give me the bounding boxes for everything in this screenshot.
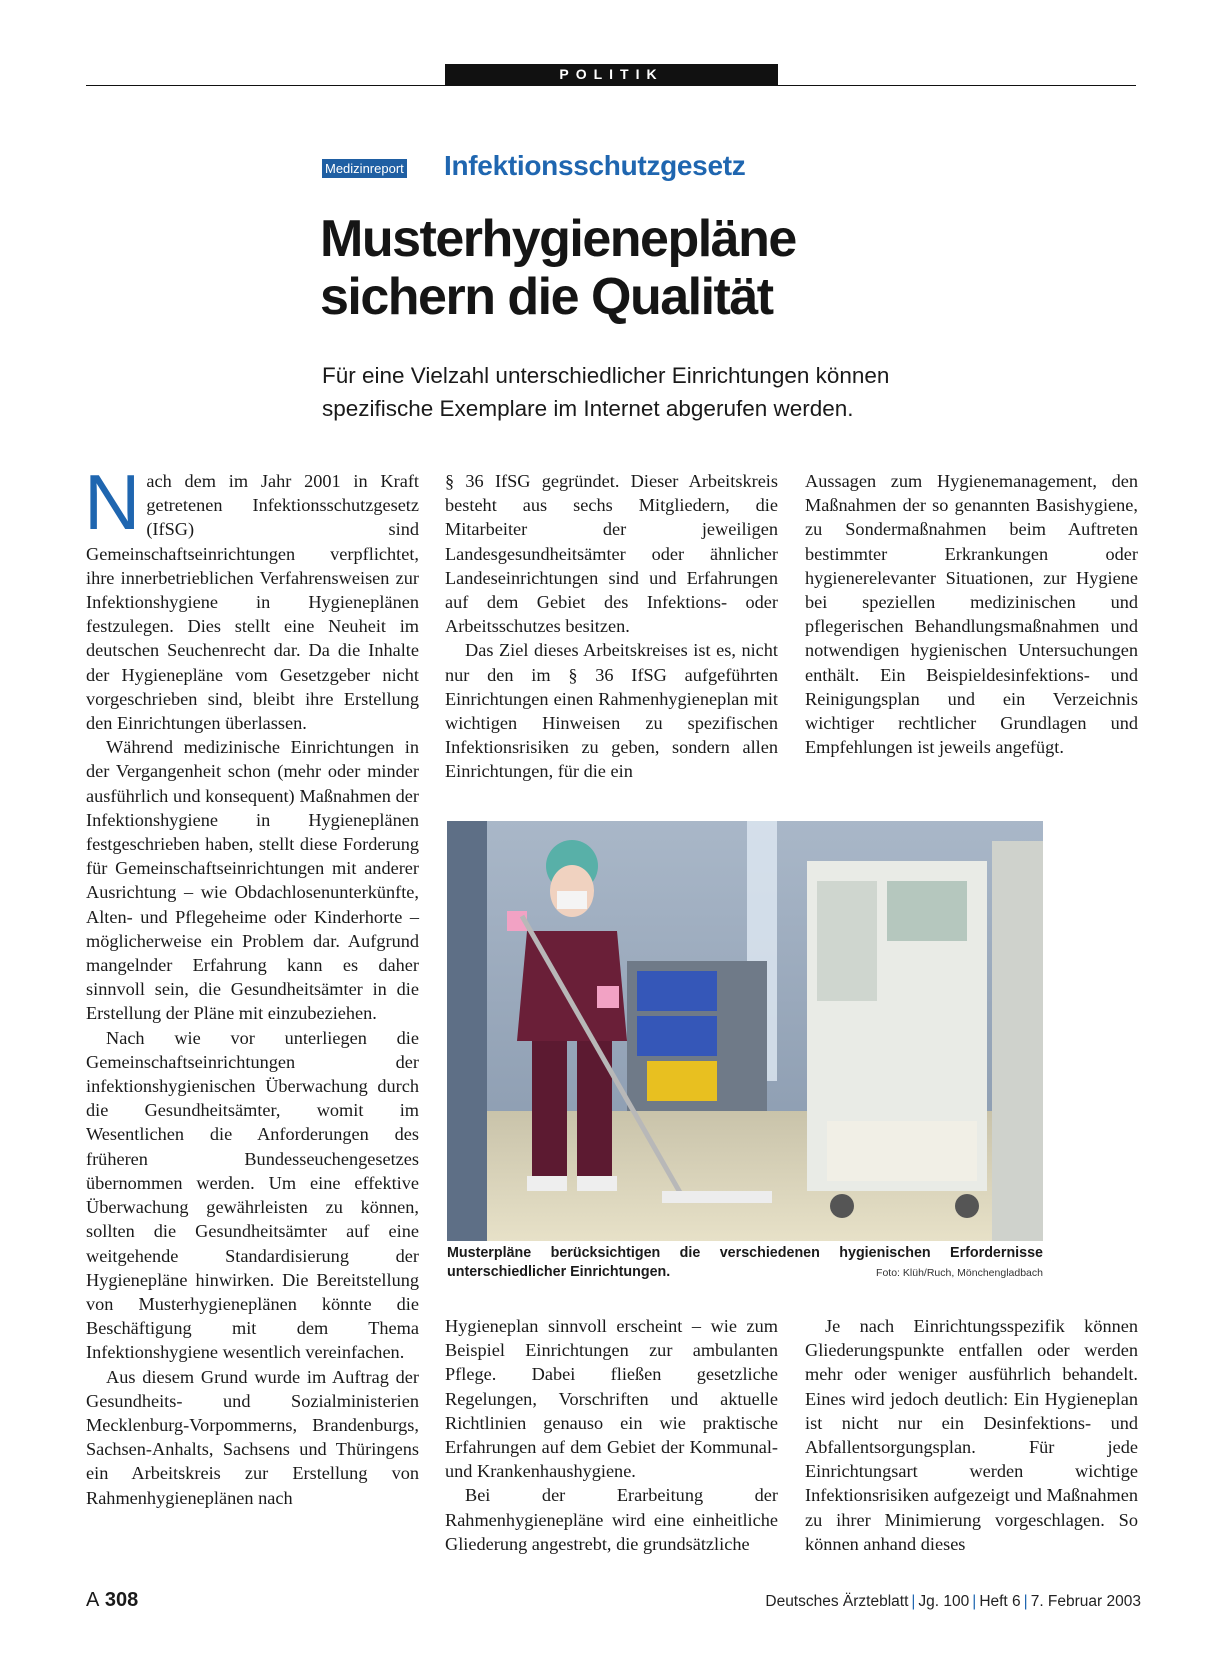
kicker-label: Medizinreport xyxy=(322,159,407,178)
subheadline xyxy=(322,359,1042,425)
header-rule xyxy=(86,85,1136,86)
subhead-line-1: Für eine Vielzahl unterschiedlicher Einrichtungen können xyxy=(322,363,890,388)
paragraph: Während medizinische Einrichtungen in der Vergangenheit schon (mehr oder minder ausführlich und konsequent) Maßnahmen der Infektionshygiene in Hygieneplänen festgeschrieben haben, stellt diese Forderung für Gemeinschaftseinrichtungen mit anderer Ausrichtung – wie Obdachlosenunterkünfte, Alten- und Pflegeheime oder Kinderhorte – möglicherweise ein Problem dar. Aufgrund mangelnder Erfahrung kann es daher sinnvoll sein, die Gesundheitsämter in die Erstellung der Pläne mit einzubeziehen. xyxy=(86,737,419,1024)
section-label: POLITIK xyxy=(445,64,778,85)
page-number xyxy=(86,1589,138,1612)
paragraph: Bei der Erarbeitung der Rahmenhygienepläne wird eine einheitliche Gliederung angestrebt, die grundsätzliche xyxy=(445,1485,778,1554)
publication-info: Deutsches Ärzteblatt | Jg. 100 | Heft 6 | 7. Februar 2003 xyxy=(765,1593,1141,1610)
photo-credit: Foto: Klüh/Ruch, Mönchengladbach xyxy=(876,1267,1043,1279)
paragraph: Aussagen zum Hygienemanagement, den Maßnahmen der so genannten Basishygiene, zu Sondermaßnahmen beim Auftreten bestimmter Erkrankungen oder hygienerelevanter Situationen, zur Hygiene bei speziellen medizinischen und pflegerischen Behandlungsmaßnahmen und notwendigen hygienischen Untersuchungen enthält. Ein Beispieldesinfektions- und Reinigungsplan und ein Verzeichnis wichtiger rechtlicher Grundlagen und Empfehlungen ist jeweils angefügt. xyxy=(805,471,1138,758)
subhead-line-2: spezifische Exemplare im Internet abgerufen werden. xyxy=(322,396,854,421)
article-column-3-bottom xyxy=(805,1314,1138,1556)
headline-line-1: Musterhygienepläne xyxy=(320,210,796,268)
article-column-2-bottom xyxy=(445,1314,778,1556)
article-column-3-top xyxy=(805,469,1138,759)
photo-caption: Musterpläne berücksichtigen die verschiedenen hygienischen Erfordernisse unterschiedlicher Einrichtungen. xyxy=(447,1245,1043,1280)
article-photo xyxy=(447,821,1043,1241)
paragraph: § 36 IfSG gegründet. Dieser Arbeitskreis besteht aus sechs Mitgliedern, die Mitarbeiter der jeweiligen Landesgesundheitsämter oder ähnlicher Landeseinrichtungen sind und Erfahrungen auf dem Gebiet des Infektions- oder Arbeitsschutzes besitzen. xyxy=(445,471,778,637)
paragraph: Je nach Einrichtungsspezifik können Gliederungspunkte entfallen oder werden mehr oder weniger ausführlich behandelt. Eines wird jedoch deutlich: Ein Hygieneplan ist nicht nur ein Desinfektions- und Abfallentsorgungsplan. Für jede Einrichtungsart werden wichtige Infektionsrisiken aufgezeigt und Maßnahmen zu ihrer Minimierung vorgeschlagen. So können anhand dieses xyxy=(805,1316,1138,1554)
issue-date: 7. Februar 2003 xyxy=(1030,1593,1141,1610)
photo-cleaning-staff-illustration xyxy=(447,821,1043,1241)
journal-name: Deutsches Ärzteblatt xyxy=(765,1593,909,1610)
headline xyxy=(320,210,1020,326)
journal-volume: Jg. 100 xyxy=(918,1593,970,1610)
kicker-title: Infektionsschutzgesetz xyxy=(444,150,746,181)
page-prefix: A xyxy=(86,1589,100,1611)
page-number-value: 308 xyxy=(104,1589,139,1611)
paragraph: Nach dem im Jahr 2001 in Kraft getretenen Infektionsschutzgesetz (IfSG) sind Gemeinschaftseinrichtungen verpflichtet, ihre innerbetrieblichen Verfahrensweisen zur Infektionshygiene in Hygieneplänen festzulegen. Dies stellt eine Neuheit im deutschen Seuchenrecht dar. Da die Inhalte der Hygienepläne vom Gesetzgeber nicht vorgeschrieben sind, bleibt ihre Erstellung den Einrichtungen überlassen. xyxy=(84,458,419,734)
article-column-1 xyxy=(84,458,419,1510)
journal-issue: Heft 6 xyxy=(979,1593,1021,1610)
dropcap: N xyxy=(84,458,141,546)
headline-line-2: sichern die Qualität xyxy=(320,268,773,326)
paragraph: Hygieneplan sinnvoll erscheint – wie zum Beispiel Einrichtungen zur ambulanten Pflege. Dabei fließen gesetzliche Regelungen, Vorschriften und aktuelle Richtlinien genauso ein wie praktische Erfahrungen auf dem Gebiet der Kommunal- und Krankenhaushygiene. xyxy=(445,1316,778,1482)
paragraph: Aus diesem Grund wurde im Auftrag der Gesundheits- und Sozialministerien Mecklenburg-Vorpommerns, Brandenburgs, Sachsen-Anhalts, Sachsens und Thüringens ein Arbeitskreis zur Erstellung von Rahmenhygieneplänen nach xyxy=(86,1366,419,1508)
paragraph: Nach wie vor unterliegen die Gemeinschaftseinrichtungen der infektionshygienischen Überwachung durch die Gesundheitsämter, womit im Wesentlichen die Anforderungen des früheren Bundesseuchengesetzes übernommen werden. Um eine effektive Überwachung gewährleisten zu können, sollten die Gesundheitsämter auf eine weitgehende Standardisierung der Hygienepläne hinwirken. Die Bereitstellung von Musterhygieneplänen könnte die Beschäftigung mit dem Thema Infektionshygiene wesentlich vereinfachen. xyxy=(86,1027,419,1363)
article-column-2-top xyxy=(445,469,778,784)
paragraph: Das Ziel dieses Arbeitskreises ist es, nicht nur den im § 36 IfSG aufgeführten Einrichtungen einen Rahmenhygieneplan mit wichtigen Hinweisen zu spezifischen Infektionsrisiken zu geben, sondern allen Einrichtungen, für die ein xyxy=(445,640,778,782)
